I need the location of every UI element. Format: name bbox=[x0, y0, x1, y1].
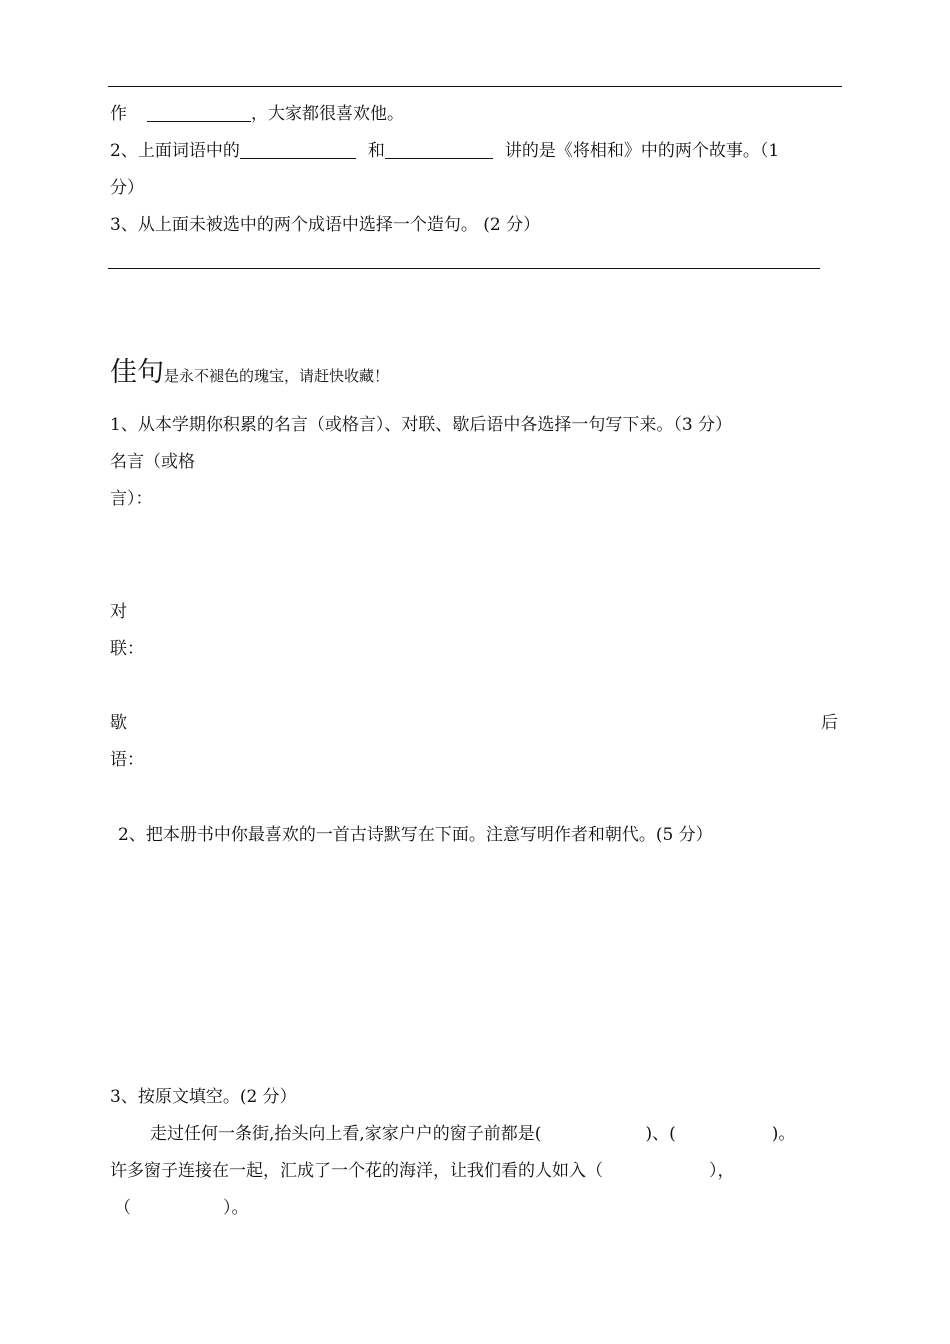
duilian-label-2: 联： bbox=[110, 639, 144, 659]
answer-blank-2[interactable] bbox=[240, 140, 356, 159]
fill-line-1 bbox=[110, 99, 404, 124]
mingyan-label-1: 名言（或格 bbox=[110, 452, 195, 472]
answer-blank-1[interactable] bbox=[147, 103, 251, 122]
xiehouyu-label-left: 歇 bbox=[110, 713, 127, 733]
passage-line-2 bbox=[110, 1156, 735, 1181]
xiehouyu-label-2: 语： bbox=[110, 750, 144, 770]
passage-l1-c: )。 bbox=[771, 1124, 796, 1144]
passage-l3-b: ）。 bbox=[223, 1198, 249, 1218]
mingyan-label-2: 言）： bbox=[110, 489, 153, 509]
passage-l3-a: （ bbox=[114, 1198, 131, 1218]
passage-l2-b: ）， bbox=[709, 1161, 735, 1181]
q2-prefix: 2、上面词语中的 bbox=[110, 141, 240, 161]
q2-and: 和 bbox=[367, 141, 385, 161]
question-2-top bbox=[110, 136, 779, 161]
sentence-answer-line[interactable] bbox=[108, 268, 820, 269]
passage-l1-a: 走过任何一条街,抬头向上看,家家户户的窗子前都是( bbox=[150, 1124, 542, 1144]
q2-suffix: 讲的是《将相和》中的两个故事。（1 bbox=[504, 141, 780, 161]
duilian-label-1: 对 bbox=[110, 602, 127, 622]
question-3-top: 3、从上面未被选中的两个成语中选择一个造句。 (2 分） bbox=[110, 215, 541, 235]
section-title bbox=[110, 350, 389, 389]
answer-blank-3[interactable] bbox=[385, 140, 493, 159]
passage-l2-a: 许多窗子连接在一起，汇成了一个花的海洋，让我们看的人如入（ bbox=[110, 1161, 603, 1181]
section-title-big: 佳句 bbox=[110, 357, 164, 388]
xiehouyu-label-right: 后 bbox=[821, 713, 838, 733]
section-title-small: 是永不褪色的瑰宝，请赶快收藏！ bbox=[164, 367, 390, 385]
section2-question-2: 2、把本册书中你最喜欢的一首古诗默写在下面。注意写明作者和朝代。(5 分） bbox=[118, 825, 713, 845]
line1-prefix: 作 bbox=[110, 104, 127, 124]
line1-suffix: ，大家都很喜欢他。 bbox=[251, 104, 404, 124]
passage-line-1 bbox=[150, 1119, 840, 1144]
top-divider bbox=[108, 86, 842, 87]
section2-question-1: 1、从本学期你积累的名言（或格言）、对联、歇后语中各选择一句写下来。（3 分） bbox=[110, 415, 733, 435]
q2-continuation: 分） bbox=[110, 178, 144, 198]
passage-line-3 bbox=[114, 1193, 249, 1218]
passage-l1-b: )、( bbox=[645, 1124, 676, 1144]
section2-question-3: 3、按原文填空。(2 分） bbox=[110, 1087, 297, 1107]
